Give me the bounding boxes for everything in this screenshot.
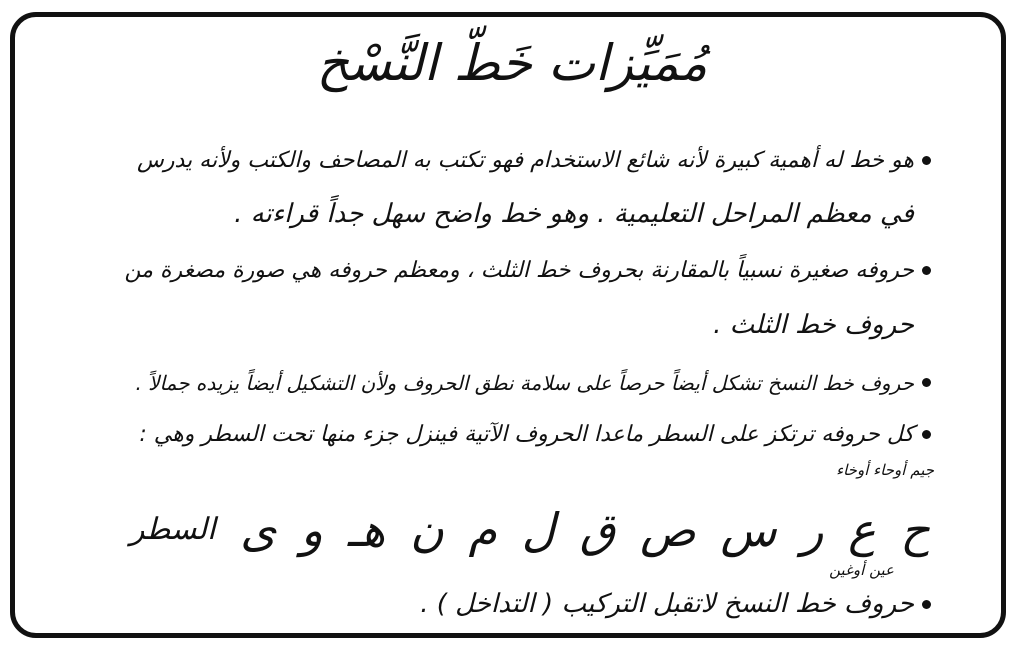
- bullet-1-line-1: هو خط له أهمية كبيرة لأنه شائع الاستخدام فهو تكتب به المصاحف والكتب ولأنه يدرس: [137, 148, 914, 173]
- bullet-dot: [922, 266, 931, 275]
- bullet-dot: [922, 430, 931, 439]
- letter-yaa: ى: [240, 503, 277, 557]
- letter-lam: ل: [521, 503, 556, 557]
- bullet-1-line-2: في معظم المراحل التعليمية . وهو خط واضح سهل جداً قراءته .: [234, 199, 914, 229]
- letter-haa: ح: [900, 503, 930, 557]
- letters-row: [120, 495, 940, 565]
- sutr-label: السطر: [130, 512, 216, 547]
- note-ain: عين أوغين: [829, 561, 894, 579]
- letter-meem: م: [468, 503, 497, 557]
- letter-seen: س: [720, 503, 777, 557]
- letter-saad: ص: [640, 503, 696, 557]
- note-jeem: جيم أوحاء أوخاء: [836, 461, 934, 479]
- bullet-dot: [922, 156, 931, 165]
- bullet-2-line-2: حروف خط الثلث .: [713, 310, 914, 340]
- letter-ain: ع: [848, 503, 876, 557]
- letter-haa-end: هـ: [347, 503, 386, 557]
- letter-noon: ن: [410, 503, 444, 557]
- bullet-3-line-1: حروف خط النسخ تشكل أيضاً حرصاً على سلامة نطق الحروف ولأن التشكيل أيضاً يزيده جمالاً .: [135, 371, 914, 395]
- bullet-dot: [922, 600, 931, 609]
- bullet-2-line-1: حروفه صغيرة نسبياً بالمقارنة بحروف خط الثلث ، ومعظم حروفه هي صورة مصغرة من: [124, 258, 914, 283]
- letter-waw: و: [300, 503, 323, 557]
- bullet-dot: [922, 378, 931, 387]
- bullet-4-line-1: كل حروفه ترتكز على السطر ماعدا الحروف الآتية فينزل جزء منها تحت السطر وهي :: [139, 422, 914, 447]
- bullet-5-line-1: حروف خط النسخ لاتقبل التركيب ( التداخل ) .: [420, 589, 914, 619]
- letter-qaf: ق: [579, 503, 616, 557]
- page-title: مُمَيِّزات خَطّ النَّسْخ: [316, 34, 708, 92]
- letter-raa: ر: [801, 503, 824, 557]
